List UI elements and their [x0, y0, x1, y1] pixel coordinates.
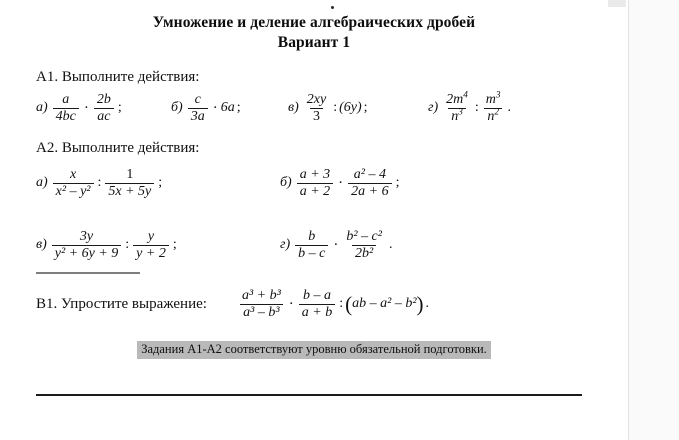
factor: (6y) — [339, 100, 362, 116]
fraction-1 — [53, 92, 79, 124]
trailing-punctuation: . — [388, 237, 393, 253]
task-b1-expression — [237, 288, 431, 320]
denominator: 3a — [188, 108, 208, 125]
denominator: a³ – b³ — [240, 304, 282, 321]
denominator: 4bc — [53, 108, 79, 125]
task-a2-item-v — [36, 229, 179, 261]
numerator: a³ + b³ — [241, 288, 281, 303]
denominator: a + b — [299, 304, 335, 321]
fraction-2 — [483, 89, 504, 124]
operator: : — [474, 100, 479, 116]
task-a2-heading: А2. Выполните действия: — [36, 140, 200, 156]
denominator: 2a + 6 — [348, 183, 391, 200]
task-a2-item-g — [280, 229, 394, 261]
trailing-punctuation: . — [507, 100, 512, 116]
note-container — [0, 340, 628, 359]
fraction-2 — [94, 92, 114, 124]
title-line-1: Умножение и деление алгебраических дробей — [152, 14, 476, 31]
task-a2-items-row-2 — [36, 229, 628, 289]
fraction-2 — [348, 167, 391, 199]
denominator: a + 2 — [297, 183, 333, 200]
denominator: 2b² — [352, 245, 376, 262]
fraction-1 — [53, 167, 94, 199]
trailing-punctuation: ; — [158, 175, 163, 191]
fraction-1 — [239, 288, 284, 320]
denominator: ac — [94, 108, 113, 125]
operator: · — [338, 174, 344, 191]
trailing-punctuation: ; — [363, 100, 368, 116]
numerator: $2m^4$ — [446, 89, 468, 107]
fraction-2 — [133, 229, 169, 261]
fraction-1 — [52, 229, 122, 261]
task-a1-item-g — [428, 89, 513, 124]
item-label: б) — [280, 175, 292, 191]
paren-open: ( — [345, 291, 353, 316]
item-label: б) — [171, 100, 183, 116]
trailing-punctuation: . — [425, 296, 430, 312]
numerator: $m^3$ — [485, 89, 501, 107]
operator: : — [125, 237, 130, 253]
task-b1-label: B1. Упростите выражение: — [36, 295, 207, 312]
operator: · — [333, 236, 339, 253]
denominator: $n^3$ — [448, 108, 466, 125]
item-label: г) — [280, 237, 291, 253]
scan-artifact-dot — [331, 6, 334, 9]
numerator: 2xy — [306, 92, 327, 107]
document-title — [0, 0, 628, 53]
numerator: b² – c² — [346, 229, 382, 244]
numerator: a + 3 — [299, 167, 331, 182]
fraction-1 — [304, 92, 329, 124]
operator: : — [97, 175, 102, 191]
item-label: в) — [36, 237, 47, 253]
item-label: а) — [36, 100, 48, 116]
numerator: b — [308, 229, 316, 244]
fraction-1 — [295, 229, 328, 261]
denominator: y² + 6y + 9 — [52, 245, 122, 262]
trailing-punctuation: ; — [236, 100, 241, 116]
item-label: г) — [428, 100, 439, 116]
item-label: в) — [288, 100, 299, 116]
bottom-divider — [36, 394, 582, 396]
numerator: 1 — [126, 167, 134, 182]
item-label: а) — [36, 175, 48, 191]
fraction-1 — [297, 167, 333, 199]
numerator: y — [147, 229, 155, 244]
numerator: 2b — [96, 92, 111, 107]
trailing-punctuation: ; — [172, 237, 177, 253]
trailing-punctuation: ; — [117, 100, 122, 116]
numerator: 3y — [79, 229, 94, 244]
task-a1-item-a — [36, 92, 124, 124]
operator-divide: : — [339, 296, 344, 312]
denominator: y + 2 — [133, 245, 169, 262]
fraction-2 — [105, 167, 154, 199]
task-a1-heading: А1. Выполните действия: — [36, 69, 200, 85]
fraction-2 — [343, 229, 385, 261]
numerator: c — [194, 92, 201, 107]
scan-artifact-corner — [608, 0, 626, 7]
section-divider-short — [36, 272, 140, 274]
task-a2-item-b — [280, 167, 402, 199]
numerator: b – a — [303, 288, 331, 303]
denominator: $n^2$ — [484, 108, 502, 125]
numerator: a² – 4 — [353, 167, 386, 182]
task-b1 — [36, 288, 431, 320]
fraction-2 — [299, 288, 335, 320]
trailing-punctuation: ; — [395, 175, 400, 191]
task-a1-item-v — [288, 92, 370, 124]
task-a2-items-row-1 — [36, 167, 628, 229]
title-line-2: Вариант 1 — [277, 34, 351, 51]
paren-close: ) — [416, 291, 424, 316]
task-a2-item-a — [36, 167, 164, 199]
numerator: x — [69, 167, 77, 182]
factor: 6a — [220, 100, 235, 116]
operator: : — [333, 100, 338, 116]
denominator: x² – y² — [53, 183, 94, 200]
task-a1-items — [36, 89, 628, 138]
fraction-1 — [188, 92, 208, 124]
operator-multiply: · — [288, 295, 294, 312]
numerator: a — [62, 92, 70, 107]
highlighted-note: Задания А1-А2 соответствуют уровню обязательной подготовки. — [137, 341, 491, 359]
denominator: 5x + 5y — [105, 183, 154, 200]
denominator: 3 — [310, 108, 323, 125]
operator: · — [212, 99, 218, 116]
fraction-1 — [443, 89, 471, 124]
task-a1-item-b — [171, 92, 243, 124]
viewer-right-margin — [628, 0, 679, 440]
denominator: b – c — [295, 245, 328, 262]
grouped-expression: ab – a² – b² — [352, 296, 417, 312]
operator: · — [83, 99, 89, 116]
